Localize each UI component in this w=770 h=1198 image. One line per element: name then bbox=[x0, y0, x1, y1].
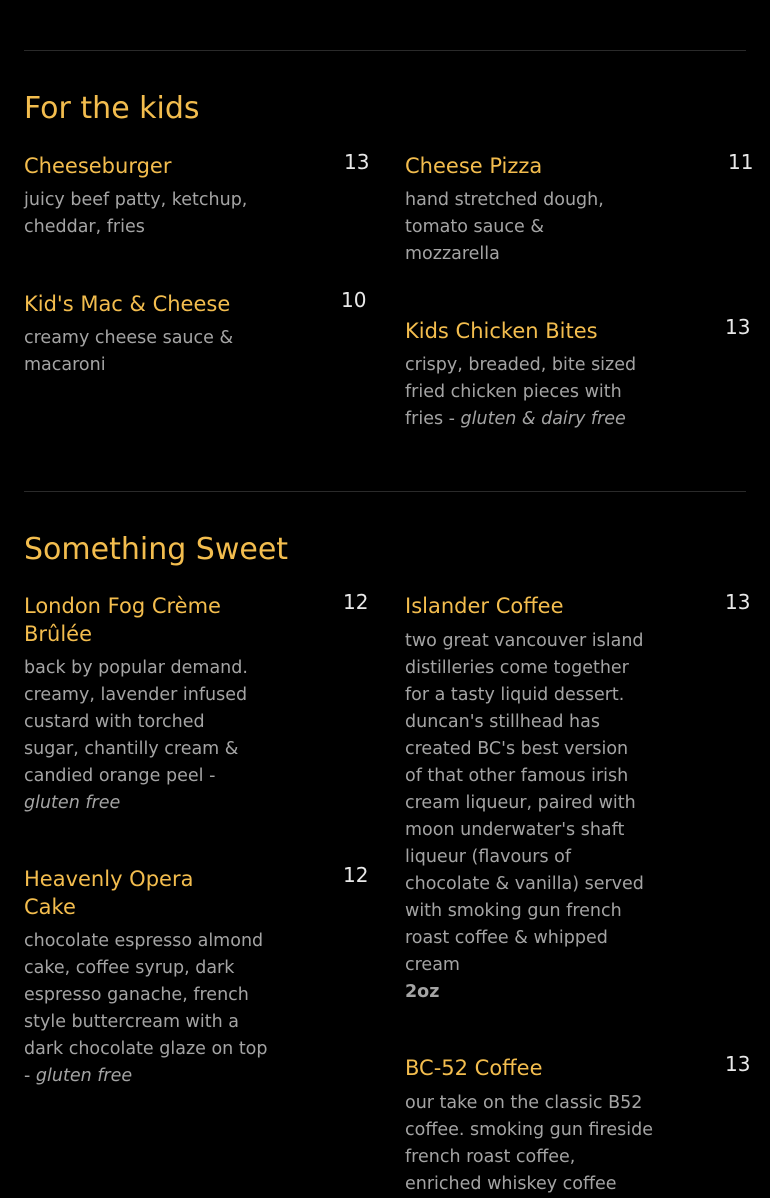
section-divider bbox=[24, 50, 746, 51]
dietary-note: gluten & dairy free bbox=[460, 409, 626, 429]
section-divider bbox=[24, 491, 746, 492]
dietary-note: gluten free bbox=[24, 793, 121, 813]
item-price: 12 bbox=[343, 863, 369, 887]
item-price: 12 bbox=[343, 590, 369, 614]
item-name: BC-52 Coffee bbox=[405, 1056, 543, 1080]
item-description: creamy cheese sauce & macaroni bbox=[24, 328, 234, 375]
item-price: 11 bbox=[728, 150, 754, 174]
dietary-note: gluten free bbox=[35, 1066, 133, 1086]
item-description bbox=[405, 628, 650, 1006]
item-name: Islander Coffee bbox=[405, 594, 564, 618]
item-description: juicy beef patty, ketchup, cheddar, fries bbox=[24, 190, 248, 237]
item-name: Cheeseburger bbox=[24, 154, 172, 178]
section-title-kids: For the kids bbox=[24, 91, 200, 126]
item-description bbox=[24, 655, 264, 817]
item-price: 13 bbox=[725, 1052, 751, 1076]
item-name: Heavenly Opera Cake bbox=[24, 867, 194, 919]
item-name: London Fog Crème Brûlée bbox=[24, 594, 221, 646]
item-price: 10 bbox=[341, 288, 367, 312]
item-description: hand stretched dough, tomato sauce & mozzarella bbox=[405, 190, 604, 264]
item-description bbox=[24, 928, 269, 1090]
item-price: 13 bbox=[344, 150, 370, 174]
serving-size: 2oz bbox=[405, 982, 440, 1002]
item-description-text: back by popular demand. creamy, lavender infused custard with torched sugar, chantilly cream & candied orange peel - bbox=[24, 658, 248, 786]
item-name: Kid's Mac & Cheese bbox=[24, 292, 231, 316]
section-title-sweet: Something Sweet bbox=[24, 532, 289, 567]
item-description: our take on the classic B52 coffee. smoking gun fireside french roast coffee, enriched whiskey coffee bbox=[405, 1093, 653, 1194]
item-price: 13 bbox=[725, 590, 751, 614]
item-description-text: chocolate espresso almond cake, coffee syrup, dark espresso ganache, french style buttercream with a dark chocolate glaze on top - bbox=[24, 931, 268, 1086]
item-description bbox=[405, 352, 640, 433]
item-description-text: two great vancouver island distilleries come together for a tasty liquid dessert. duncan's stillhead has created BC's best version of that other famous irish cream liqueur, paired with moon underwater's shaft liqueur (flavours of chocolate & vanilla) served with smoking gun french roast coffee & whipped cream bbox=[405, 631, 644, 975]
item-price: 13 bbox=[725, 315, 751, 339]
item-name: Kids Chicken Bites bbox=[405, 319, 598, 343]
item-name: Cheese Pizza bbox=[405, 154, 543, 178]
item-description-text: crispy, breaded, bite sized fried chicken pieces with fries - bbox=[405, 355, 637, 429]
